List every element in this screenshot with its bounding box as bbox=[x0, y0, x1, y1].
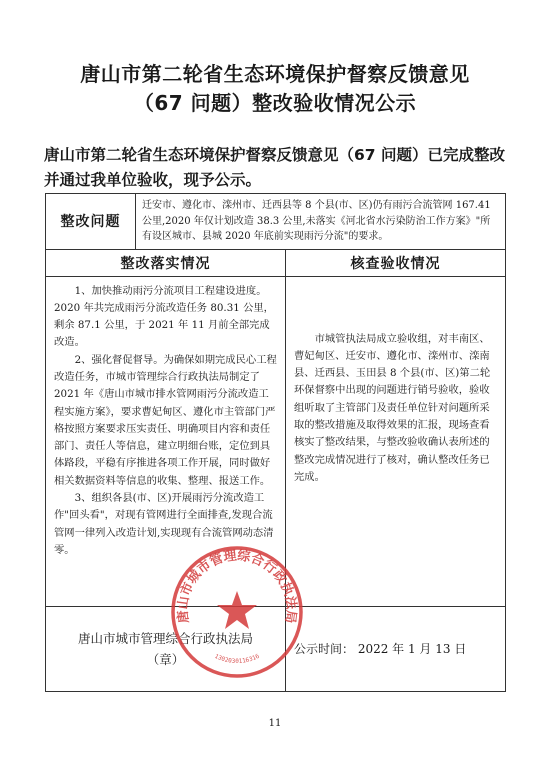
intro-line2: 并通过我单位验收，现予公示。 bbox=[44, 171, 262, 189]
page-title-line2: （67 问题）整改验收情况公示 bbox=[133, 91, 417, 115]
page-number: 11 bbox=[268, 718, 282, 729]
page-title-line1: 唐山市第二轮省生态环境保护督察反馈意见 bbox=[80, 62, 470, 86]
issue-text: 迁安市、遵化市、滦州市、迁西县等 8 个县(市、区)仍有雨污合流管网 167.41 公里,2020 年仅计划改造 38.3 公里,未落实《河北省水污染防治工作方案》"所有设区城市、县城 2020 年底前实现雨污分流"的要求。 bbox=[136, 194, 506, 250]
issuing-organization: 唐山市城市管理综合行政执法局 bbox=[77, 630, 253, 646]
intro-line1: 唐山市第二轮省生态环境保护督察反馈意见（67 问题）已完成整改 bbox=[44, 146, 505, 164]
verification-paragraph: 市城管执法局成立验收组，对丰南区、曹妃甸区、迁安市、遵化市、滦州市、滦南县、迁西县、玉田县 8 个县(市、区)第二轮环保督察中出现的问题进行销号验收，验收组听取了主管部门及责任单位针对问题所采取的整改措施及取得效果的汇报，现场查看核实了整改结果，与整改验收确认表所述的整改完成情况进行了核对，确认整改任务已完成。 bbox=[294, 332, 491, 483]
publication-date: 公示时间： 2022 年 1 月 13 日 bbox=[286, 606, 506, 691]
verification-content bbox=[286, 276, 506, 606]
seal-note: （章） bbox=[146, 651, 185, 667]
rectification-content bbox=[46, 276, 286, 606]
verification-header: 核查验收情况 bbox=[286, 249, 506, 276]
rectification-paragraph: 1、加快推动雨污分流项目工程建设进度。2020 年共完成雨污分流改造任务 80.31 公里，剩余 87.1 公里，于 2021 年 11 月前全部完成改造。 bbox=[54, 284, 274, 349]
seal-text: 唐山市城市管理综合行政执法局 bbox=[175, 548, 299, 624]
rectification-paragraph: 2、强化督促督导。为确保如期完成民心工程改造任务，市城市管理综合行政执法局制定了 2021 年《唐山市城市排水管网雨污分流改造工程实施方案》，要求曹妃甸区、遵化市主管部门严格按照方案要求压实责任、明确项目内容和责任部门、责任人等信息，建立明细台账，定位到具体路段，平稳有序推进各项工作开展，同时做好相关数据资料等信息的收集、整理、报送工作。 bbox=[54, 353, 277, 487]
signature-cell bbox=[46, 548, 299, 691]
acceptance-table bbox=[45, 193, 506, 692]
issue-label: 整改问题 bbox=[46, 194, 136, 250]
rectification-header: 整改落实情况 bbox=[46, 249, 286, 276]
seal-code: 1302030116316 bbox=[213, 652, 261, 665]
rectification-paragraph: 3、组织各县(市、区)开展雨污分流改造工作"回头看"，对现有管网进行全面排查,发现合流管网一律列入改造计划,实现现有合流管网动态清零。 bbox=[54, 492, 274, 556]
